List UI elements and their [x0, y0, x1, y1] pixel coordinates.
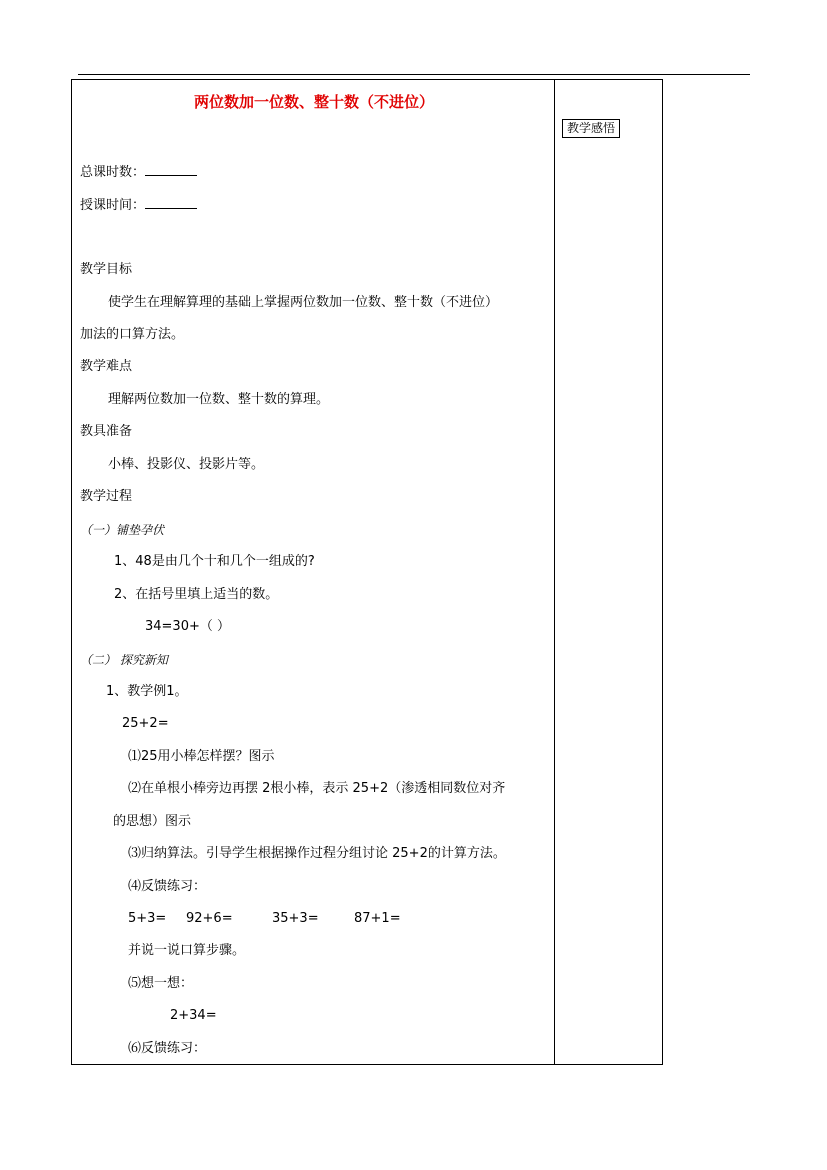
step-2b: 的思想）图示 — [113, 814, 192, 829]
difficulty-heading: 教学难点 — [80, 359, 133, 374]
step-4-equation-4: 87+1= — [354, 911, 401, 926]
step-4-equation-2: 92+6= — [186, 911, 233, 926]
lesson-title: 两位数加一位数、整十数（不进位） — [193, 93, 434, 111]
step-2a: ⑵在单根小棒旁边再摆 2根小棒，表示 25+2（渗透相同数位对齐 — [128, 781, 506, 796]
part1-question-1: 1、48是由几个十和几个一组成的? — [114, 554, 315, 569]
step-1: ⑴25用小棒怎样摆？图示 — [128, 749, 275, 764]
step-5: ⑸想一想： — [128, 976, 194, 991]
step-3: ⑶归纳算法。引导学生根据操作过程分组讨论 25+2的计算方法。 — [128, 846, 506, 861]
total-hours-row — [80, 163, 197, 182]
teach-time-blank — [145, 196, 197, 209]
teach-time-row — [80, 196, 197, 215]
difficulty-text: 理解两位数加一位数、整十数的算理。 — [108, 392, 330, 407]
header-rule — [78, 74, 750, 75]
part2-heading: （二） 探究新知 — [80, 653, 168, 667]
step-4-equation-1: 5+3= — [128, 911, 167, 926]
tools-text: 小棒、投影仪、投影片等。 — [108, 457, 265, 472]
total-hours-label: 总课时数： — [80, 165, 146, 180]
step-5-equation: 2+34= — [170, 1008, 217, 1023]
process-heading: 教学过程 — [80, 489, 133, 504]
part1-equation: 34=30+（ ） — [145, 619, 231, 634]
step-4-note: 并说一说口算步骤。 — [128, 943, 246, 958]
objective-heading: 教学目标 — [80, 262, 133, 277]
objective-text-2: 加法的口算方法。 — [80, 327, 185, 342]
part1-question-2: 2、在括号里填上适当的数。 — [114, 587, 279, 602]
column-divider — [554, 79, 555, 1065]
example-1-equation: 25+2= — [122, 716, 169, 731]
reflection-label: 教学感悟 — [562, 119, 620, 138]
teach-time-label: 授课时间： — [80, 198, 146, 213]
tools-heading: 教具准备 — [80, 424, 133, 439]
step-4: ⑷反馈练习： — [128, 879, 207, 894]
step-6: ⑹反馈练习： — [128, 1041, 207, 1056]
example-1: 1、教学例1。 — [106, 684, 188, 699]
part1-heading: （一）铺垫孕伏 — [80, 523, 165, 537]
objective-text-1: 使学生在理解算理的基础上掌握两位数加一位数、整十数（不进位） — [108, 295, 499, 310]
total-hours-blank — [145, 163, 197, 176]
step-4-equation-3: 35+3= — [272, 911, 319, 926]
